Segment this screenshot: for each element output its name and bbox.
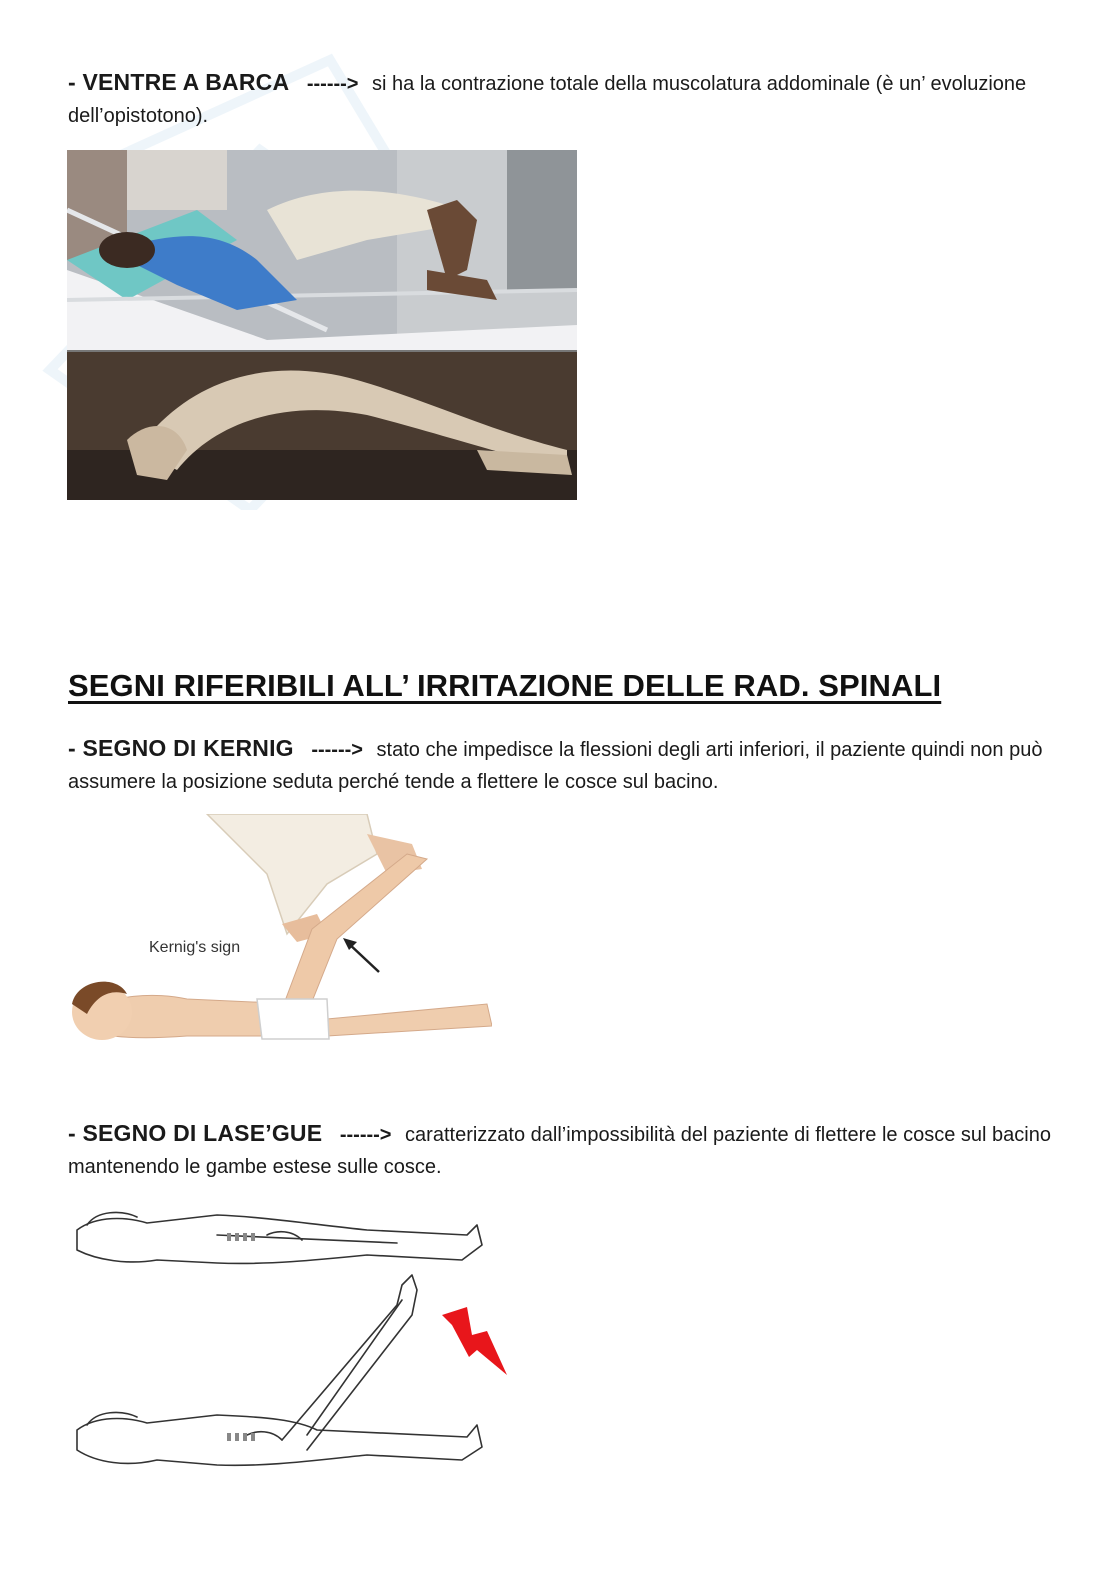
lasegue-paragraph: [68, 1117, 1053, 1183]
kernig-text: stato che impedisce la flessioni degli arti inferiori, il paziente quindi non può assumere la posizione seduta perché tende a flettere le cosce sul bacino.: [68, 739, 1043, 793]
opisthotonus-figure: [67, 150, 577, 500]
section-heading: SEGNI RIFERIBILI ALL’ IRRITAZIONE DELLE RAD. SPINALI: [68, 668, 942, 703]
kernig-figure-label: Kernig's sign: [149, 939, 241, 956]
opisthotonus-image: [67, 150, 577, 500]
kernig-figure: [67, 814, 492, 1046]
kernig-term: - SEGNO DI KERNIG: [68, 735, 294, 761]
ventre-a-barca-paragraph: [68, 66, 1053, 132]
kernig-paragraph: [68, 732, 1053, 798]
kernig-arrow: ------>: [311, 739, 363, 761]
ventre-a-barca-arrow: ------>: [306, 73, 359, 95]
lasegue-term: - SEGNO DI LASE’GUE: [68, 1120, 323, 1146]
lasegue-illustration: [67, 1205, 512, 1477]
ventre-a-barca-term: - VENTRE A BARCA: [68, 69, 290, 95]
kernig-illustration: [67, 814, 492, 1046]
lasegue-text: caratterizzato dall’impossibilità del paziente di flettere le cosce sul bacino mantenendo le gambe estese sulle cosce.: [68, 1124, 1051, 1178]
ventre-a-barca-text: si ha la contrazione totale della muscolatura addominale (è un’ evoluzione dell’opistotono).: [68, 73, 1027, 127]
lasegue-arrow: ------>: [339, 1124, 392, 1146]
lasegue-figure: [67, 1205, 512, 1477]
